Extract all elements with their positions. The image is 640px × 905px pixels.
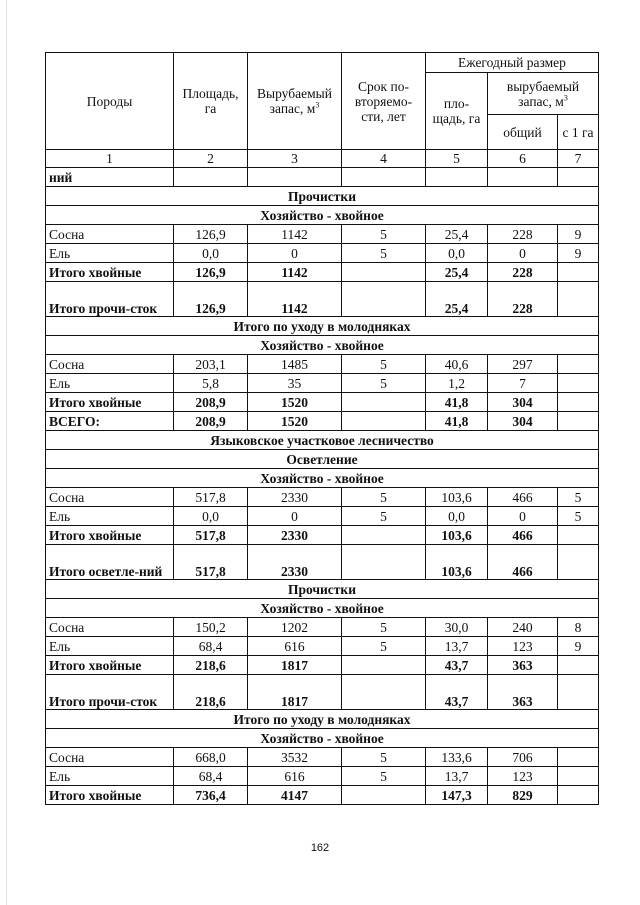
header-cut-stock bbox=[248, 53, 342, 150]
species-cell: Ель bbox=[46, 767, 174, 786]
section-row bbox=[46, 729, 599, 748]
value-cell: 0 bbox=[488, 507, 558, 526]
value-cell: 150,2 bbox=[174, 618, 248, 637]
species-cell: Ель bbox=[46, 244, 174, 263]
value-cell bbox=[488, 168, 558, 187]
value-cell: 5 bbox=[558, 507, 599, 526]
species-cell: Итого прочи-сток bbox=[46, 675, 174, 710]
species-cell: Итого хвойные bbox=[46, 526, 174, 545]
section-title: Итого по уходу в молодняках bbox=[46, 317, 599, 336]
value-cell bbox=[558, 526, 599, 545]
table-row-total bbox=[46, 393, 599, 412]
value-cell: 616 bbox=[248, 637, 342, 656]
value-cell: 228 bbox=[488, 225, 558, 244]
section-title: Хозяйство - хвойное bbox=[46, 336, 599, 355]
value-cell: 1485 bbox=[248, 355, 342, 374]
value-cell: 5,8 bbox=[174, 374, 248, 393]
species-cell: Итого хвойные bbox=[46, 263, 174, 282]
section-row bbox=[46, 187, 599, 206]
value-cell: 5 bbox=[342, 374, 426, 393]
value-cell: 133,6 bbox=[426, 748, 488, 767]
value-cell: 208,9 bbox=[174, 412, 248, 431]
species-cell: Сосна bbox=[46, 618, 174, 637]
table-row-total bbox=[46, 412, 599, 431]
value-cell: 5 bbox=[342, 618, 426, 637]
header-number: 7 bbox=[558, 150, 599, 168]
value-cell: 126,9 bbox=[174, 282, 248, 317]
value-cell: 1142 bbox=[248, 263, 342, 282]
value-cell: 466 bbox=[488, 526, 558, 545]
value-cell bbox=[342, 786, 426, 805]
value-cell: 68,4 bbox=[174, 637, 248, 656]
section-row bbox=[46, 450, 599, 469]
header-number: 3 bbox=[248, 150, 342, 168]
value-cell: 126,9 bbox=[174, 225, 248, 244]
value-cell: 35 bbox=[248, 374, 342, 393]
species-cell: Ель bbox=[46, 507, 174, 526]
table-row-total bbox=[46, 263, 599, 282]
value-cell: 25,4 bbox=[426, 225, 488, 244]
table-body bbox=[46, 168, 599, 805]
value-cell bbox=[342, 393, 426, 412]
value-cell: 41,8 bbox=[426, 412, 488, 431]
value-cell: 13,7 bbox=[426, 767, 488, 786]
value-cell: 123 bbox=[488, 767, 558, 786]
value-cell: 8 bbox=[558, 618, 599, 637]
value-cell: 9 bbox=[558, 225, 599, 244]
value-cell: 1142 bbox=[248, 282, 342, 317]
table-row bbox=[46, 767, 599, 786]
table-row bbox=[46, 748, 599, 767]
value-cell bbox=[342, 675, 426, 710]
value-cell bbox=[248, 168, 342, 187]
header-area: Площадь, га bbox=[174, 53, 248, 150]
value-cell: 0,0 bbox=[426, 244, 488, 263]
section-title: Прочистки bbox=[46, 580, 599, 599]
section-title: Хозяйство - хвойное bbox=[46, 469, 599, 488]
header-annual-stock-label: вырубаемый запас, м bbox=[506, 78, 580, 109]
value-cell bbox=[558, 263, 599, 282]
species-cell: Ель bbox=[46, 637, 174, 656]
section-row bbox=[46, 599, 599, 618]
species-cell: Сосна bbox=[46, 748, 174, 767]
value-cell bbox=[558, 786, 599, 805]
value-cell: 0 bbox=[248, 507, 342, 526]
section-row bbox=[46, 336, 599, 355]
value-cell: 208,9 bbox=[174, 393, 248, 412]
value-cell: 41,8 bbox=[426, 393, 488, 412]
page-number: 162 bbox=[310, 842, 330, 854]
value-cell: 5 bbox=[342, 355, 426, 374]
species-cell: Итого хвойные bbox=[46, 656, 174, 675]
value-cell: 68,4 bbox=[174, 767, 248, 786]
value-cell bbox=[558, 374, 599, 393]
value-cell: 25,4 bbox=[426, 263, 488, 282]
value-cell: 0 bbox=[488, 244, 558, 263]
header-number: 1 bbox=[46, 150, 174, 168]
header-number-row bbox=[46, 150, 599, 168]
species-cell: Итого хвойные bbox=[46, 393, 174, 412]
value-cell bbox=[342, 545, 426, 580]
header-number: 5 bbox=[426, 150, 488, 168]
value-cell: 147,3 bbox=[426, 786, 488, 805]
value-cell: 5 bbox=[342, 225, 426, 244]
table-header bbox=[46, 53, 599, 168]
table-row-total bbox=[46, 282, 599, 317]
value-cell: 228 bbox=[488, 263, 558, 282]
value-cell bbox=[342, 263, 426, 282]
value-cell: 5 bbox=[342, 748, 426, 767]
value-cell: 7 bbox=[488, 374, 558, 393]
species-cell: ний bbox=[46, 168, 174, 187]
value-cell bbox=[558, 656, 599, 675]
value-cell: 2330 bbox=[248, 545, 342, 580]
section-title: Осветление bbox=[46, 450, 599, 469]
section-row bbox=[46, 469, 599, 488]
value-cell: 706 bbox=[488, 748, 558, 767]
header-annual-stock-sup: 3 bbox=[563, 93, 568, 102]
section-title: Прочистки bbox=[46, 187, 599, 206]
section-row bbox=[46, 431, 599, 450]
value-cell: 1520 bbox=[248, 393, 342, 412]
value-cell: 203,1 bbox=[174, 355, 248, 374]
value-cell: 126,9 bbox=[174, 263, 248, 282]
section-row bbox=[46, 710, 599, 729]
value-cell: 9 bbox=[558, 637, 599, 656]
value-cell bbox=[342, 656, 426, 675]
section-title: Итого по уходу в молодняках bbox=[46, 710, 599, 729]
value-cell: 829 bbox=[488, 786, 558, 805]
value-cell: 228 bbox=[488, 282, 558, 317]
header-number: 4 bbox=[342, 150, 426, 168]
table-row-total bbox=[46, 675, 599, 710]
section-title: Языковское участковое лесничество bbox=[46, 431, 599, 450]
value-cell: 43,7 bbox=[426, 656, 488, 675]
table-row-total bbox=[46, 168, 599, 187]
value-cell: 25,4 bbox=[426, 282, 488, 317]
header-annual-area: пло-щадь, га bbox=[426, 73, 488, 150]
value-cell: 1202 bbox=[248, 618, 342, 637]
value-cell: 0 bbox=[248, 244, 342, 263]
value-cell: 1142 bbox=[248, 225, 342, 244]
value-cell: 5 bbox=[342, 488, 426, 507]
value-cell: 0,0 bbox=[174, 507, 248, 526]
value-cell: 240 bbox=[488, 618, 558, 637]
value-cell bbox=[558, 393, 599, 412]
page-edge-shadow bbox=[6, 0, 7, 905]
value-cell bbox=[558, 545, 599, 580]
header-annual-size: Ежегодный размер bbox=[426, 53, 599, 73]
table-row bbox=[46, 507, 599, 526]
value-cell: 123 bbox=[488, 637, 558, 656]
value-cell: 517,8 bbox=[174, 488, 248, 507]
header-number: 6 bbox=[488, 150, 558, 168]
value-cell: 2330 bbox=[248, 488, 342, 507]
value-cell: 5 bbox=[342, 767, 426, 786]
header-total: общий bbox=[488, 115, 558, 150]
species-cell: Итого осветле-ний bbox=[46, 545, 174, 580]
header-cut-stock-sup: 3 bbox=[315, 100, 320, 110]
value-cell: 218,6 bbox=[174, 675, 248, 710]
section-title: Хозяйство - хвойное bbox=[46, 206, 599, 225]
value-cell: 517,8 bbox=[174, 545, 248, 580]
value-cell: 1520 bbox=[248, 412, 342, 431]
species-cell: Итого хвойные bbox=[46, 786, 174, 805]
value-cell: 3532 bbox=[248, 748, 342, 767]
table-row-total bbox=[46, 545, 599, 580]
value-cell bbox=[558, 748, 599, 767]
species-cell: Итого прочи-сток bbox=[46, 282, 174, 317]
value-cell: 4147 bbox=[248, 786, 342, 805]
forest-thinning-table bbox=[45, 52, 599, 805]
header-cut-stock-label: Вырубаемый запас, м bbox=[257, 86, 332, 116]
table-row bbox=[46, 488, 599, 507]
species-cell: Сосна bbox=[46, 488, 174, 507]
value-cell: 40,6 bbox=[426, 355, 488, 374]
section-row bbox=[46, 580, 599, 599]
section-row bbox=[46, 317, 599, 336]
value-cell: 736,4 bbox=[174, 786, 248, 805]
species-cell: Сосна bbox=[46, 225, 174, 244]
value-cell bbox=[558, 168, 599, 187]
value-cell: 363 bbox=[488, 656, 558, 675]
species-cell: Ель bbox=[46, 374, 174, 393]
table-row bbox=[46, 637, 599, 656]
value-cell: 103,6 bbox=[426, 545, 488, 580]
value-cell: 43,7 bbox=[426, 675, 488, 710]
value-cell: 297 bbox=[488, 355, 558, 374]
header-repeat-period: Срок по-вторяемо-сти, лет bbox=[342, 53, 426, 150]
header-annual-stock bbox=[488, 73, 599, 115]
value-cell: 668,0 bbox=[174, 748, 248, 767]
table-row-total bbox=[46, 786, 599, 805]
value-cell bbox=[342, 526, 426, 545]
value-cell: 5 bbox=[558, 488, 599, 507]
value-cell: 13,7 bbox=[426, 637, 488, 656]
value-cell: 1,2 bbox=[426, 374, 488, 393]
value-cell: 103,6 bbox=[426, 488, 488, 507]
value-cell bbox=[426, 168, 488, 187]
value-cell bbox=[558, 355, 599, 374]
value-cell: 5 bbox=[342, 244, 426, 263]
value-cell: 2330 bbox=[248, 526, 342, 545]
value-cell bbox=[558, 767, 599, 786]
value-cell: 5 bbox=[342, 637, 426, 656]
value-cell: 517,8 bbox=[174, 526, 248, 545]
value-cell: 466 bbox=[488, 488, 558, 507]
value-cell: 9 bbox=[558, 244, 599, 263]
value-cell: 304 bbox=[488, 412, 558, 431]
value-cell bbox=[558, 412, 599, 431]
value-cell bbox=[342, 282, 426, 317]
header-number: 2 bbox=[174, 150, 248, 168]
table-row-total bbox=[46, 656, 599, 675]
species-cell: ВСЕГО: bbox=[46, 412, 174, 431]
value-cell: 5 bbox=[342, 507, 426, 526]
header-species: Породы bbox=[46, 53, 174, 150]
table-row bbox=[46, 244, 599, 263]
section-title: Хозяйство - хвойное bbox=[46, 729, 599, 748]
value-cell bbox=[342, 168, 426, 187]
species-cell: Сосна bbox=[46, 355, 174, 374]
value-cell bbox=[558, 675, 599, 710]
header-per-ha: с 1 га bbox=[558, 115, 599, 150]
value-cell: 1817 bbox=[248, 656, 342, 675]
table-row bbox=[46, 618, 599, 637]
value-cell bbox=[342, 412, 426, 431]
value-cell: 304 bbox=[488, 393, 558, 412]
value-cell bbox=[558, 282, 599, 317]
value-cell: 30,0 bbox=[426, 618, 488, 637]
value-cell: 616 bbox=[248, 767, 342, 786]
value-cell: 0,0 bbox=[174, 244, 248, 263]
table-row bbox=[46, 225, 599, 244]
table-row bbox=[46, 355, 599, 374]
value-cell bbox=[174, 168, 248, 187]
value-cell: 466 bbox=[488, 545, 558, 580]
section-row bbox=[46, 206, 599, 225]
value-cell: 103,6 bbox=[426, 526, 488, 545]
value-cell: 363 bbox=[488, 675, 558, 710]
value-cell: 0,0 bbox=[426, 507, 488, 526]
value-cell: 218,6 bbox=[174, 656, 248, 675]
value-cell: 1817 bbox=[248, 675, 342, 710]
section-title: Хозяйство - хвойное bbox=[46, 599, 599, 618]
table-row bbox=[46, 374, 599, 393]
table-row-total bbox=[46, 526, 599, 545]
